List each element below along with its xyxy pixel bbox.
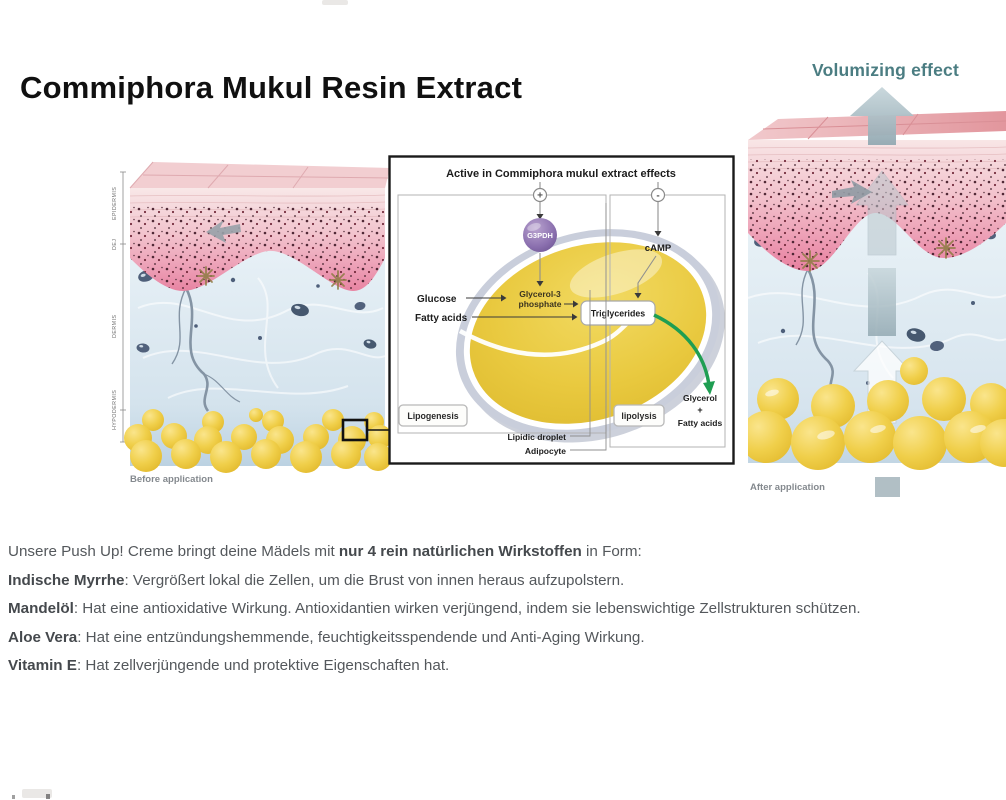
description-line-mandeloel: Mandelöl: Hat eine antioxidative Wirkung. Antioxidantien wirken verjüngend, indem sie lebenswichtige Zellstrukturen schützen.: [8, 600, 861, 617]
description-line-myrrhe: Indische Myrrhe: Vergrößert lokal die Zellen, um die Brust von innen heraus aufzupolstern.: [8, 571, 625, 589]
description-line-aloe-vera: Aloe Vera: Hat eine entzündungshemmende, feuchtigkeitsspendende und Anti-Aging Wirkung.: [8, 628, 645, 646]
plus-sign: +: [537, 190, 543, 202]
glycerol-out-label: Glycerol: [682, 393, 718, 403]
lipolysis-label: lipolysis: [621, 411, 657, 421]
adipocyte-label: Adipocyte: [524, 446, 566, 456]
volumizing-arrow-top: [850, 87, 914, 145]
glucose-label: Glucose: [417, 294, 457, 305]
pathway-header: Active in Commiphora mukul extract effects: [446, 168, 676, 180]
minus-sign: -: [656, 190, 660, 202]
before-caption: Before application: [130, 474, 213, 485]
layer-label-hypodermis: HYPODERMIS: [112, 389, 118, 430]
cropped-content-fragment-bottom: [8, 789, 68, 800]
lipidic-droplet-label: Lipidic droplet: [507, 432, 566, 442]
volumizing-arrow-fragment-bottom: [875, 477, 900, 497]
volumizing-arrow-shaft-mid: [868, 268, 896, 336]
layer-label-dermis: DERMIS: [112, 314, 118, 338]
after-caption: After application: [750, 482, 825, 493]
page-title: Commiphora Mukul Resin Extract: [20, 70, 523, 105]
cropped-text-fragment-top: [322, 0, 348, 5]
fatty-acids-label: Fatty acids: [415, 313, 468, 324]
pathway-diagram: [388, 155, 735, 465]
camp-label: cAMP: [644, 243, 672, 254]
layer-label-epidermis: EPIDERMIS: [112, 186, 118, 220]
triglycerides-label: Triglycerides: [590, 308, 646, 319]
ingredients-description: [8, 543, 1000, 686]
description-line-vitamin-e: Vitamin E: Hat zellverjüngende und protektive Eigenschaften hat.: [8, 657, 450, 674]
lipogenesis-label: Lipogenesis: [407, 411, 459, 421]
glycerol3-label-1: Glycerol-3: [519, 289, 561, 299]
skin-surface-top: [130, 162, 390, 188]
glycerol3-label-2: phosphate: [518, 299, 562, 309]
description-line-intro: Unsere Push Up! Creme bringt deine Mädels mit nur 4 rein natürlichen Wirkstoffen in Form:: [8, 543, 642, 560]
after-skin-illustration: [748, 83, 1006, 513]
g3pdh-label: G3PDH: [527, 231, 553, 240]
plus-out-label: +: [697, 405, 703, 415]
skin-layer-axis: [112, 172, 126, 442]
before-skin-illustration: [108, 158, 390, 488]
layer-label-dej: DEJ: [112, 238, 118, 250]
volumizing-effect-label: Volumizing effect: [812, 60, 959, 80]
fatty-acids-out-label: Fatty acids: [677, 418, 723, 428]
